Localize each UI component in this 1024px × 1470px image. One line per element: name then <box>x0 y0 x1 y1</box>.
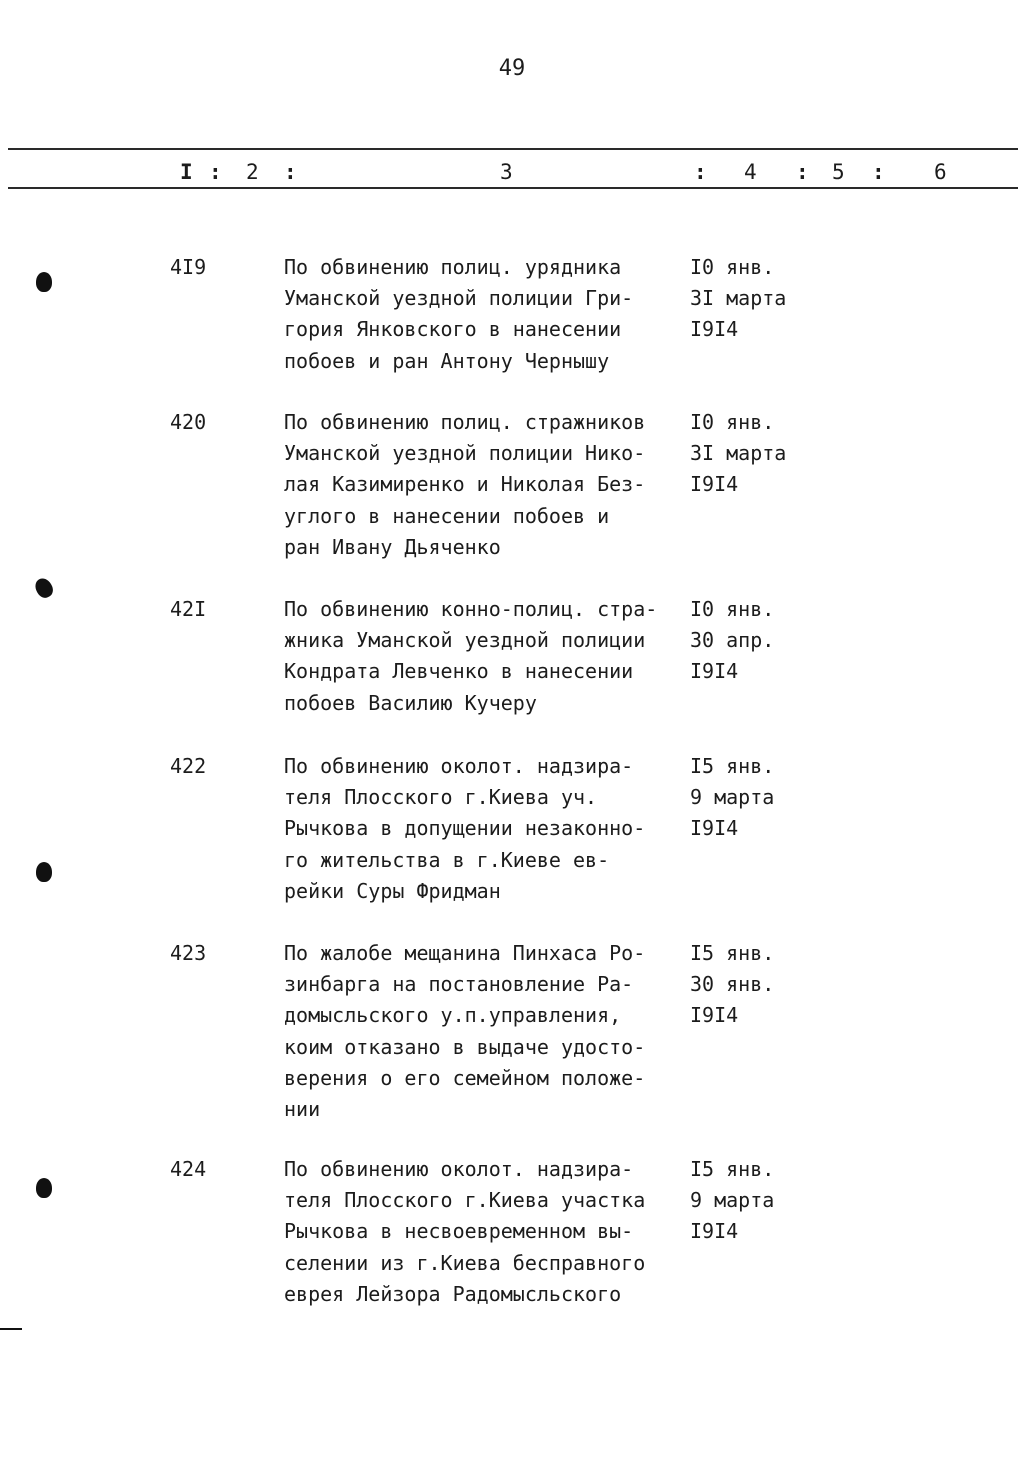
year: I9I4 <box>690 317 739 342</box>
start-date: I5 янв. <box>690 1157 775 1181</box>
year: I9I4 <box>690 1003 739 1028</box>
case-description <box>284 938 684 1125</box>
case-dates <box>690 751 830 845</box>
case-number: 4I9 <box>170 255 207 279</box>
end-date: 3I марта <box>690 441 787 466</box>
description-line: еврея Лейзора Радомысльского <box>284 1281 622 1306</box>
year: I9I4 <box>690 816 739 841</box>
description-line: По обвинению полиц. стражников <box>284 410 646 434</box>
year: I9I4 <box>690 1219 739 1244</box>
description-line: селении из г.Киева бесправного <box>284 1250 646 1275</box>
description-line: домысльского у.п.управления, <box>284 1003 622 1028</box>
description-line: Кондрата Левченко в нанесении <box>284 659 634 684</box>
description-line: Рычкова в несвоевременном вы- <box>284 1219 634 1244</box>
punch-hole-mark <box>36 862 52 882</box>
case-number: 422 <box>170 754 207 778</box>
start-date: I0 янв. <box>690 255 775 279</box>
description-line: нии <box>284 1097 321 1122</box>
end-date: 30 апр. <box>690 628 775 653</box>
header-separator: : <box>796 160 809 184</box>
description-line: теля Плосского г.Киева уч. <box>284 785 598 810</box>
case-description <box>284 751 684 907</box>
end-date: 3I марта <box>690 286 787 311</box>
description-line: лая Казимиренко и Николая Без- <box>284 472 646 497</box>
case-dates <box>690 594 830 688</box>
header-separator: : <box>284 160 297 184</box>
description-line: коим отказано в выдаче удосто- <box>284 1034 646 1059</box>
description-line: гория Янковского в нанесении <box>284 317 622 342</box>
start-date: I5 янв. <box>690 941 775 965</box>
year: I9I4 <box>690 472 739 497</box>
table-header-top-rule <box>8 148 1018 150</box>
description-line: побоев и ран Антону Чернышу <box>284 348 610 373</box>
punch-hole-mark <box>32 575 56 600</box>
header-col-3: 3 <box>500 160 513 184</box>
header-separator: : <box>872 160 885 184</box>
description-line: жника Уманской уездной полиции <box>284 628 646 653</box>
case-dates <box>690 938 830 1032</box>
description-line: Уманской уездной полиции Гри- <box>284 286 634 311</box>
description-line: По обвинению околот. надзира- <box>284 754 634 778</box>
description-line: рейки Суры Фридман <box>284 878 501 903</box>
description-line: ран Ивану Дьяченко <box>284 534 501 559</box>
case-number: 42I <box>170 597 207 621</box>
page-number: 49 <box>498 56 526 81</box>
case-number: 424 <box>170 1157 207 1181</box>
end-date: 9 марта <box>690 1188 775 1213</box>
description-line: По обвинению конно-полиц. стра- <box>284 597 658 621</box>
description-line: зинбарга на постановление Ра- <box>284 972 634 997</box>
case-dates <box>690 407 830 501</box>
start-date: I0 янв. <box>690 597 775 621</box>
description-line: По обвинению околот. надзира- <box>284 1157 634 1181</box>
case-dates <box>690 1154 830 1248</box>
punch-hole-mark <box>36 272 52 292</box>
description-line: Рычкова в допущении незаконно- <box>284 816 646 841</box>
start-date: I5 янв. <box>690 754 775 778</box>
description-line: верения о его семейном положе- <box>284 1065 646 1090</box>
header-separator: : <box>694 160 707 184</box>
year: I9I4 <box>690 659 739 684</box>
description-line: По обвинению полиц. урядника <box>284 255 622 279</box>
case-description <box>284 252 684 377</box>
description-line: теля Плосского г.Киева участка <box>284 1188 646 1213</box>
margin-dash-mark <box>0 1328 22 1330</box>
header-col-6: 6 <box>934 160 947 184</box>
header-separator: : <box>209 160 222 184</box>
description-line: побоев Василию Кучеру <box>284 690 537 715</box>
header-col-5: 5 <box>832 160 845 184</box>
case-description <box>284 1154 684 1310</box>
case-dates <box>690 252 830 346</box>
start-date: I0 янв. <box>690 410 775 434</box>
header-col-4: 4 <box>744 160 757 184</box>
case-description <box>284 407 684 563</box>
table-header-bottom-rule <box>8 187 1018 189</box>
end-date: 9 марта <box>690 785 775 810</box>
header-col-2: 2 <box>246 160 259 184</box>
description-line: Уманской уездной полиции Нико- <box>284 441 646 466</box>
description-line: го жительства в г.Киеве ев- <box>284 847 610 872</box>
punch-hole-mark <box>36 1178 52 1198</box>
end-date: 30 янв. <box>690 972 775 997</box>
case-number: 420 <box>170 410 207 434</box>
description-line: По жалобе мещанина Пинхаса Ро- <box>284 941 646 965</box>
case-description <box>284 594 684 719</box>
header-col-1: I <box>180 160 193 184</box>
description-line: углого в нанесении побоев и <box>284 503 610 528</box>
case-number: 423 <box>170 941 207 965</box>
